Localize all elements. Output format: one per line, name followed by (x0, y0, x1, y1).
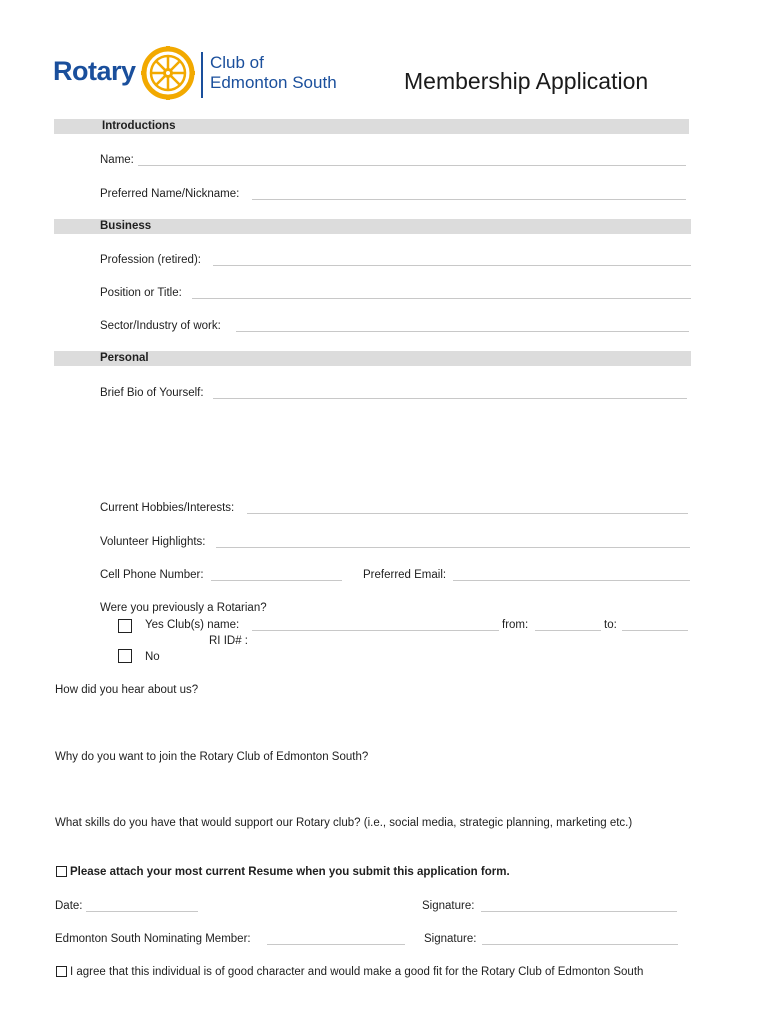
cell-phone-label: Cell Phone Number: (100, 569, 204, 581)
volunteer-field[interactable] (216, 547, 690, 548)
logo-club-line1: Club of (210, 53, 264, 72)
bio-field[interactable] (213, 398, 687, 399)
preferred-name-label: Preferred Name/Nickname: (100, 188, 240, 200)
section-title-business: Business (100, 220, 152, 232)
club-name-field[interactable] (252, 630, 499, 631)
document-title: Membership Application (404, 68, 649, 94)
why-join-question: Why do you want to join the Rotary Club of Edmonton South? (55, 751, 369, 763)
skills-question: What skills do you have that would support our Rotary club? (i.e., social media, strategic planning, marketing etc.) (55, 817, 633, 829)
rotary-wordmark: Rotary (53, 56, 136, 86)
to-label: to: (604, 619, 617, 631)
profession-field[interactable] (213, 265, 691, 266)
hear-about-question: How did you hear about us? (55, 684, 199, 696)
position-field[interactable] (192, 298, 691, 299)
logo-club-line2: Edmonton South (210, 73, 337, 92)
sector-label: Sector/Industry of work: (100, 320, 221, 332)
hobbies-label: Current Hobbies/Interests: (100, 502, 235, 514)
yes-club-label: Yes Club(s) name: (145, 619, 240, 631)
sector-field[interactable] (236, 331, 689, 332)
nominating-member-field[interactable] (267, 944, 405, 945)
name-field[interactable] (138, 165, 686, 166)
attach-resume-note: Please attach your most current Resume when you submit this application form. (70, 866, 510, 878)
logo-divider (201, 52, 203, 98)
section-bar-business (54, 219, 691, 234)
name-label: Name: (100, 154, 134, 166)
from-field[interactable] (535, 630, 601, 631)
no-checkbox[interactable] (118, 649, 132, 663)
section-title-personal: Personal (100, 352, 149, 364)
date-label: Date: (55, 900, 83, 912)
signature-label-1: Signature: (422, 900, 475, 912)
to-field[interactable] (622, 630, 688, 631)
agree-statement: I agree that this individual is of good character and would make a good fit for the Rotary Club of Edmonton South (70, 966, 644, 978)
rotary-wheel-icon (141, 46, 195, 100)
cell-phone-field[interactable] (211, 580, 342, 581)
volunteer-label: Volunteer Highlights: (100, 536, 206, 548)
agree-checkbox[interactable] (56, 966, 67, 977)
profession-label: Profession (retired): (100, 254, 201, 266)
email-field[interactable] (453, 580, 690, 581)
from-label: from: (502, 619, 529, 631)
section-bar-introductions (54, 119, 689, 134)
section-bar-personal (54, 351, 691, 366)
previous-rotarian-label: Were you previously a Rotarian? (100, 602, 267, 614)
nominating-member-label: Edmonton South Nominating Member: (55, 933, 251, 945)
attach-resume-checkbox[interactable] (56, 866, 67, 877)
ri-id-label: RI ID# : (209, 635, 248, 647)
section-title-introductions: Introductions (102, 120, 176, 132)
preferred-name-field[interactable] (252, 199, 686, 200)
signature-field-2[interactable] (482, 944, 678, 945)
signature-label-2: Signature: (424, 933, 477, 945)
signature-field-1[interactable] (481, 911, 677, 912)
yes-checkbox[interactable] (118, 619, 132, 633)
email-label: Preferred Email: (363, 569, 447, 581)
bio-label: Brief Bio of Yourself: (100, 387, 204, 399)
date-field[interactable] (86, 911, 198, 912)
position-label: Position or Title: (100, 287, 182, 299)
no-label: No (145, 651, 160, 663)
hobbies-field[interactable] (247, 513, 688, 514)
